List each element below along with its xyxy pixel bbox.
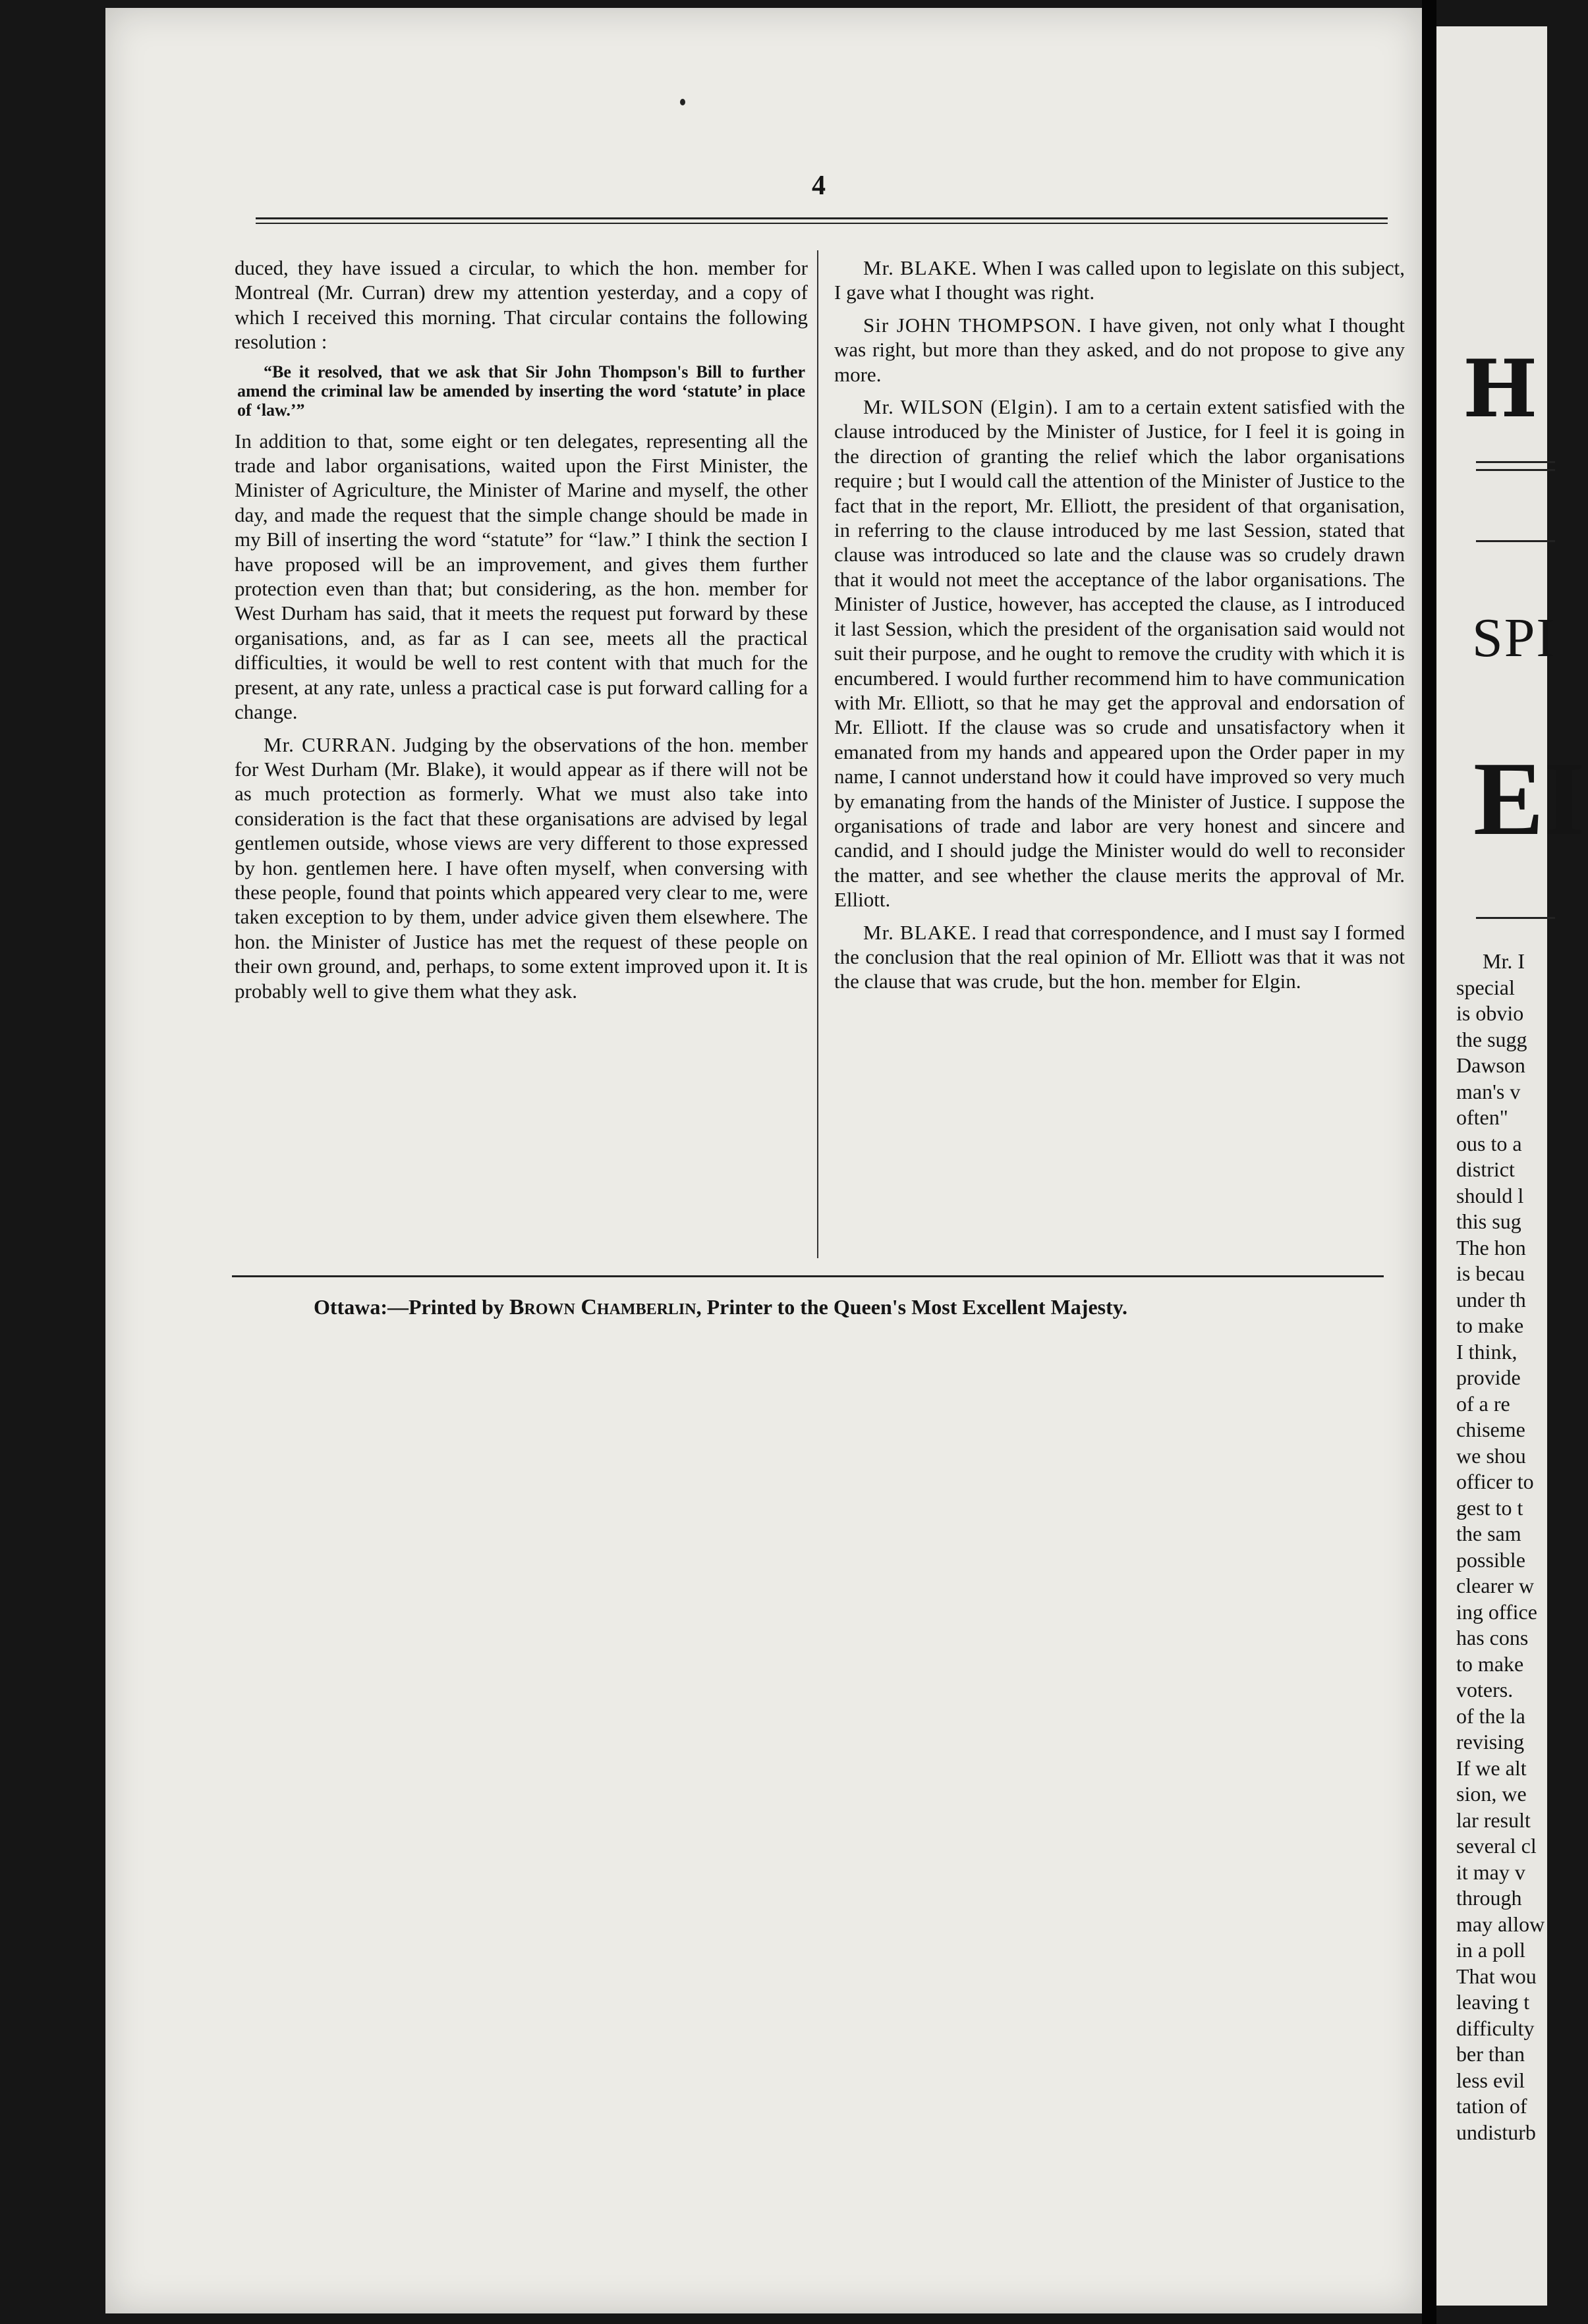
- adjacent-text-line: under th: [1456, 1287, 1526, 1312]
- resolution-quote: “Be it resolved, that we ask that Sir John Thompson's Bill to further amend the criminal law be amended by inserting the word ‘statute’ in place of ‘law.’”: [237, 362, 805, 420]
- adjacent-text-line: Dawson: [1456, 1053, 1525, 1077]
- paragraph: [834, 256, 1405, 305]
- adjacent-text-line: chiseme: [1456, 1418, 1525, 1441]
- left-column: [235, 256, 808, 1003]
- adjacent-text-line: of a re: [1456, 1391, 1510, 1416]
- adjacent-rule: [1476, 917, 1555, 919]
- adjacent-text-line: leaving t: [1456, 1990, 1530, 2014]
- adjacent-text-line: Mr. I: [1483, 949, 1525, 973]
- imprint-prefix: Ottawa:—Printed by: [314, 1295, 509, 1319]
- adjacent-text-line: difficulty: [1456, 2016, 1535, 2040]
- paragraph: [834, 313, 1405, 387]
- adjacent-heading-h: H: [1463, 343, 1538, 435]
- adjacent-text-line: is becau: [1456, 1261, 1525, 1285]
- adjacent-text-line: provide: [1456, 1366, 1521, 1389]
- adjacent-text-line: the sam: [1456, 1522, 1521, 1545]
- adjacent-text-line: tation of: [1456, 2094, 1527, 2118]
- adjacent-text: [1456, 949, 1588, 2145]
- adjacent-text-line: possible: [1456, 1547, 1525, 1572]
- adjacent-text-line: sion, we: [1456, 1782, 1527, 1806]
- adjacent-text-line: through: [1456, 1886, 1522, 1910]
- adjacent-text-line: lar result: [1456, 1808, 1531, 1832]
- paragraph: [834, 395, 1405, 912]
- adjacent-text-line: ous to a: [1456, 1131, 1522, 1155]
- adjacent-text-line: ing office: [1456, 1599, 1537, 1624]
- paragraph: In addition to that, some eight or ten delegates, representing all the trade and labor organisations, waited upon the First Minister, the Minister of Agriculture, the Minister of Marine and myself, the other day, and made the request that the simple change should be made in my Bill of inserting the word “statute” for “law.” I think the section I have proposed will be an improvement, and gives them further protection even than that; but considering, as the hon. member for West Durham has said, that it meets the request put forward by these organisations, and, as far as I can see, meets all the practical difficulties, it would be well to rest content with that much for the present, at any rate, unless a practical case is put forward calling for a change.: [235, 429, 808, 724]
- speaker-name: Mr. WILSON (Elgin).: [863, 395, 1059, 419]
- speaker-name: Mr. CURRAN.: [264, 733, 397, 756]
- adjacent-text-line: The hon: [1456, 1235, 1526, 1259]
- adjacent-text-line: to make: [1456, 1651, 1524, 1676]
- adjacent-text-line: the sugg: [1456, 1027, 1527, 1051]
- adjacent-text-line: If we alt: [1456, 1756, 1527, 1780]
- adjacent-text-line: less evil: [1456, 2068, 1525, 2092]
- printer-imprint: [314, 1295, 1127, 1320]
- adjacent-text-line: district: [1456, 1157, 1515, 1181]
- printer-name: Brown Chamberlin: [509, 1295, 696, 1319]
- speaker-name: Mr. BLAKE.: [863, 920, 978, 944]
- column-divider: [817, 250, 818, 1258]
- adjacent-text-line: in a poll: [1456, 1938, 1525, 1962]
- adjacent-text-line: clearer w: [1456, 1574, 1535, 1597]
- adjacent-page: [1436, 26, 1585, 2306]
- adjacent-text-line: undisturb: [1456, 2120, 1536, 2144]
- paragraph: [834, 920, 1405, 994]
- adjacent-text-line: of the la: [1456, 1703, 1525, 1728]
- adjacent-text-line: several cl: [1456, 1834, 1537, 1858]
- adjacent-text-line: gest to t: [1456, 1495, 1523, 1520]
- right-column: [834, 256, 1405, 994]
- speech-text: I have given, not only what I thought was right, but more than they asked, and do not propose to give any more.: [834, 313, 1405, 386]
- speech-text: I am to a certain extent satisfied with the clause introduced by the Minister of Justice, for I feel it is going in the direction of granting the relief which the labor organisations require ; but I would call the attention of the Minister of Justice to the fact that in the report, Mr. Elliott, the president of that organisation, in referring to the clause introduced by me last Session, stated that clause was introduced so late and the clause was so crudely drawn that it would not meet the acceptance of the labor organisations. The Minister of Justice, however, has accepted the clause, as I introduced it last Session, which the president of the organisation said would not suit their purpose, and he ought to remove the crudity with which it is encumbered. I would further recommend him to have communication with Mr. Elliott, so that he may get the approval and endorsation of Mr. Elliott. If the clause was so crude and unsatisfactory when it emanated from my hands and appeared upon the Order paper in my name, I cannot understand how it could have improved so very much by emanating from the hands of the Minister of Justice. I suppose the organisations of trade and labor are very honest and sincere and candid, and I should judge the Minister would do well to reconsider the matter, and see whether the clause merits the approval of Mr. Elliott.: [834, 395, 1405, 912]
- adjacent-text-line: should l: [1456, 1183, 1524, 1207]
- adjacent-rule: [1476, 540, 1555, 542]
- adjacent-text-line: we shou: [1456, 1443, 1526, 1468]
- footer-rule: [232, 1275, 1384, 1277]
- speaker-name: Mr. BLAKE.: [863, 256, 978, 279]
- adjacent-text-line: may allow: [1456, 1912, 1545, 1936]
- adjacent-text-line: this sug: [1456, 1209, 1521, 1233]
- adjacent-text-line: is obvio: [1456, 1001, 1524, 1025]
- adjacent-rule: [1476, 461, 1555, 463]
- page-number: 4: [812, 171, 826, 201]
- adjacent-text-line: I think,: [1456, 1339, 1517, 1364]
- adjacent-rule: [1476, 469, 1555, 471]
- paragraph: duced, they have issued a circular, to which the hon. member for Montreal (Mr. Curran) drew my attention yesterday, and a copy of which I received this morning. That circular contains the following resolution :: [235, 256, 808, 354]
- speaker-name: Sir JOHN THOMPSON.: [863, 313, 1083, 337]
- speech-text: I read that correspondence, and I must say I formed the conclusion that the real opinion of Mr. Elliott was that it was not the clause that was crude, but the hon. member for Elgin.: [834, 920, 1405, 993]
- adjacent-heading-e: EI: [1473, 740, 1585, 857]
- adjacent-text-line: That wou: [1456, 1964, 1537, 1988]
- adjacent-text-line: revising: [1456, 1730, 1525, 1754]
- paragraph: [235, 733, 808, 1003]
- header-rule-thin: [256, 223, 1388, 224]
- adjacent-text-line: man's v: [1456, 1079, 1521, 1103]
- adjacent-heading-sp: SPI: [1472, 607, 1556, 669]
- adjacent-text-line: it may v: [1456, 1860, 1525, 1884]
- adjacent-text-line: officer to: [1456, 1470, 1534, 1493]
- adjacent-text-line: special: [1456, 975, 1515, 999]
- adjacent-text-line: often": [1456, 1105, 1508, 1129]
- speech-text: When I was called upon to legislate on this subject, I gave what I thought was right.: [834, 256, 1405, 304]
- book-gutter: [1422, 0, 1436, 2324]
- adjacent-text-line: voters.: [1456, 1678, 1514, 1702]
- adjacent-text-line: to make: [1456, 1314, 1524, 1337]
- speech-text: Judging by the observations of the hon. member for West Durham (Mr. Blake), it would appear as if there will not be as much protection as formerly. What we must also take into consideration is the fact that these organisations are advised by legal gentlemen outside, whose views are very different to those expressed by hon. gentlemen here. I have often myself, when conversing with these people, found that points which appeared very clear to me, were taken exception to by them, under advice given them elsewhere. The hon. the Minister of Justice has met the request of these people on their own ground, and, perhaps, to some extent improved upon it. It is probably well to give them what they ask.: [235, 733, 808, 1003]
- adjacent-text-line: has cons: [1456, 1626, 1529, 1649]
- ink-speck: [680, 99, 685, 105]
- adjacent-text-line: ber than: [1456, 2042, 1525, 2066]
- imprint-suffix: , Printer to the Queen's Most Excellent Majesty.: [696, 1295, 1127, 1319]
